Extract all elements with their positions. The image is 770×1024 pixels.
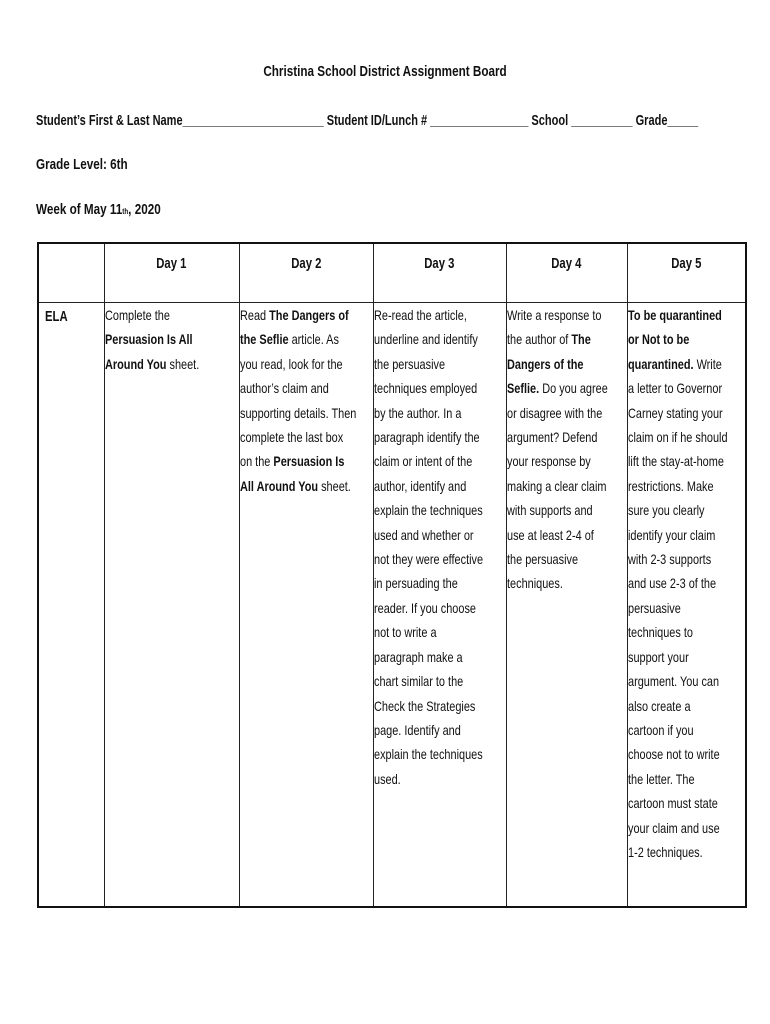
header-day-2 [239,243,373,303]
day-1-label: Day 1 [156,256,187,272]
day-3-text: Re-read the article, underline and identify the persuasive techniques employed by the author. In a paragraph identify the claim or intent of the author, identify and explain the techniques used and whether or not they were effective in persuading the reader. If you choose not to write a paragraph make a chart similar to the Check the Strategies page. Identify and explain the techniques used. [373,307,483,787]
header-subject-cell [38,243,104,303]
day-2-t3: sheet. [317,477,351,494]
day-4-cell [506,303,627,908]
week-year: , 2020 [128,201,161,218]
day-4-label: Day 4 [551,256,582,272]
day-5-t1: Write a letter to Governor Carney stating your claim on if he should lift the stay-at-home restrictions. Make sure you clearly identify your claim with 2-3 supports and use 2-3 of the persuasive techniques to support your argument. You can also create a cartoon if you choose not to write the letter. The cartoon must state your claim and use 1-2 techniques. [627,355,728,860]
day-1-t1: Complete the [104,307,170,323]
title-text: Christina School District Assignment Board [263,63,507,80]
day-2-b2: Persuasion Is All Around You [239,453,344,494]
day-4-t2: Do you agree or disagree with the argument? Defend your response by making a clear claim with supports and use at least 2-4 of the persuasive techniques. [506,380,608,592]
page-title [0,63,770,80]
day-5-b1: To be quarantined or Not to be quarantined. [627,307,722,372]
assignment-table [37,242,747,908]
header-day-3 [373,243,506,303]
day-5-text [628,303,728,864]
day-1-t2: sheet. [165,355,199,372]
table-header-row [38,243,746,303]
day-5-cell [627,303,746,908]
day-1-text [105,303,203,376]
day-5-label: Day 5 [671,256,702,272]
day-2-t2: article. As you read, look for the author’s claim and supporting details. Then complete the last box on the [239,331,356,470]
day-2-cell [239,303,373,908]
day-2-t1: Read [239,307,269,323]
week-suffix: th [122,207,129,216]
day-4-b1: The Dangers of the Seflie. [506,331,591,397]
grade-level [36,156,154,173]
day-3-cell [373,303,506,908]
day-1-cell [104,303,239,908]
week-of [36,201,196,218]
day-4-t1: Write a response to the author of [506,307,601,348]
day-4-text [507,303,608,596]
day-1-b1: Persuasion Is All Around You [104,331,193,372]
header-day-5 [627,243,746,303]
subject-label: ELA [45,309,68,325]
student-info-text: Student’s First & Last Name_______________________ Student ID/Lunch # ________________ School __________ Grade_____ [36,112,699,129]
student-info-line [36,112,770,129]
day-2-text [240,303,357,498]
subject-cell [38,303,104,908]
day-3-label: Day 3 [424,256,455,272]
header-day-4 [506,243,627,303]
day-2-label: Day 2 [290,256,322,272]
week-prefix: Week of May 11 [36,201,123,218]
header-day-1 [104,243,239,303]
week-of-text [36,201,161,218]
table-row [38,303,746,908]
grade-level-text: Grade Level: 6th [36,156,128,173]
day-2-b1: The Dangers of the Seflie [239,307,349,348]
